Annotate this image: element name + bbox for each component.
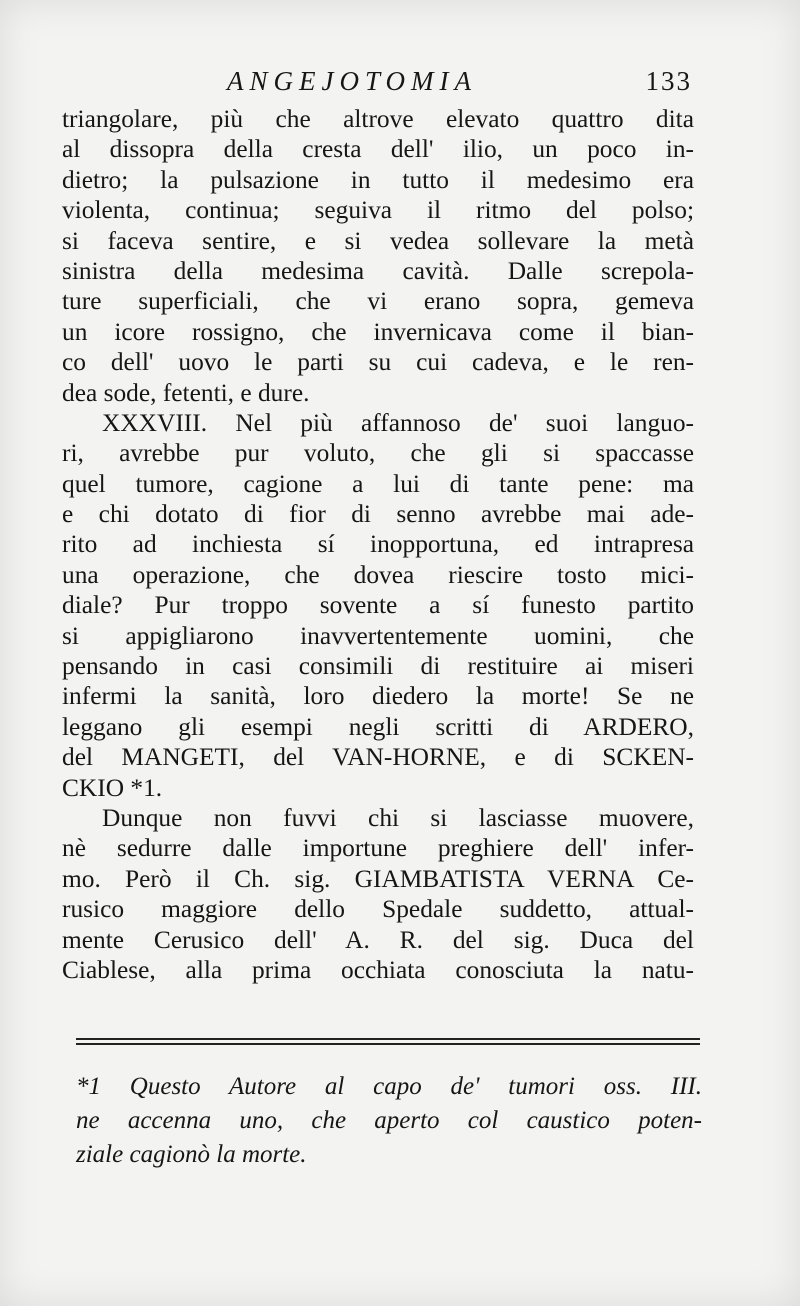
page-number: 133 [645, 66, 692, 96]
text-line: un icore rossigno, che invernicava come il bian- [62, 317, 694, 346]
text-line: dea sode, fetenti, e dure. [62, 378, 310, 407]
text-line: sinistra della medesima cavità. Dalle screpola- [62, 256, 694, 285]
text-line: leggano gli esempi negli scritti di ARDERO, [62, 712, 694, 741]
text-line: nè sedurre dalle importune preghiere dell' infer- [62, 834, 694, 863]
footnote-line: ne accenna uno, che aperto col caustico poten- [76, 1107, 702, 1134]
text-line: co dell' uovo le parti su cui cadeva, e le ren- [62, 348, 694, 377]
text-line: CKIO *1. [62, 773, 163, 802]
running-title: ANGEJOTOMIA [227, 66, 477, 96]
text-line: ture superficiali, che vi erano sopra, gemeva [62, 287, 694, 316]
text-line: Ciablese, alla prima occhiata conosciuta la natu- [62, 955, 694, 984]
footnote-line: ziale cagionò la morte. [76, 1141, 307, 1168]
text-line: rito ad inchiesta sí inopportuna, ed intrapresa [62, 530, 694, 559]
footnote [76, 1070, 702, 1172]
footnote-separator [76, 1038, 700, 1048]
text-line: si faceva sentire, e si vedea sollevare la metà [62, 226, 694, 255]
text-line: triangolare, più che altrove elevato quattro dita [62, 105, 694, 133]
page-header [62, 66, 692, 106]
text-line: quel tumore, cagione a lui di tante pene: ma [62, 469, 694, 498]
text-line: ri, avrebbe pur voluto, che gli si spaccasse [62, 439, 694, 468]
text-line: e chi dotato di fior di senno avrebbe mai ade- [62, 500, 694, 529]
text-line: mo. Però il Ch. sig. GIAMBATISTA VERNA Ce- [62, 864, 694, 893]
body-text [62, 104, 694, 985]
text-line: una operazione, che dovea riescire tosto mici- [62, 560, 694, 589]
text-line: diale? Pur troppo sovente a sí funesto partito [62, 591, 694, 620]
text-line: del MANGETI, del VAN-HORNE, e di SCKEN- [62, 743, 694, 772]
text-line: si appigliarono inavvertentemente uomini, che [62, 621, 694, 650]
text-line: Dunque non fuvvi chi si lasciasse muovere, [102, 803, 694, 832]
text-line: violenta, continua; seguiva il ritmo del polso; [62, 196, 694, 225]
text-line: al dissopra della cresta dell' ilio, un poco in- [62, 135, 694, 164]
text-line: pensando in casi consimili di restituire ai miseri [62, 652, 694, 681]
separator-rule [76, 1043, 700, 1045]
separator-rule [76, 1038, 700, 1040]
footnote-line: *1 Questo Autore al capo de' tumori oss. III. [76, 1073, 702, 1100]
text-line: mente Cerusico dell' A. R. del sig. Duca del [62, 925, 694, 954]
text-line: infermi la sanità, loro diedero la morte! Se ne [62, 682, 694, 711]
text-line: dietro; la pulsazione in tutto il medesimo era [62, 165, 694, 194]
text-line: rusico maggiore dello Spedale suddetto, attual- [62, 895, 694, 924]
text-line: XXXVIII. Nel più affannoso de' suoi languo- [102, 408, 694, 437]
